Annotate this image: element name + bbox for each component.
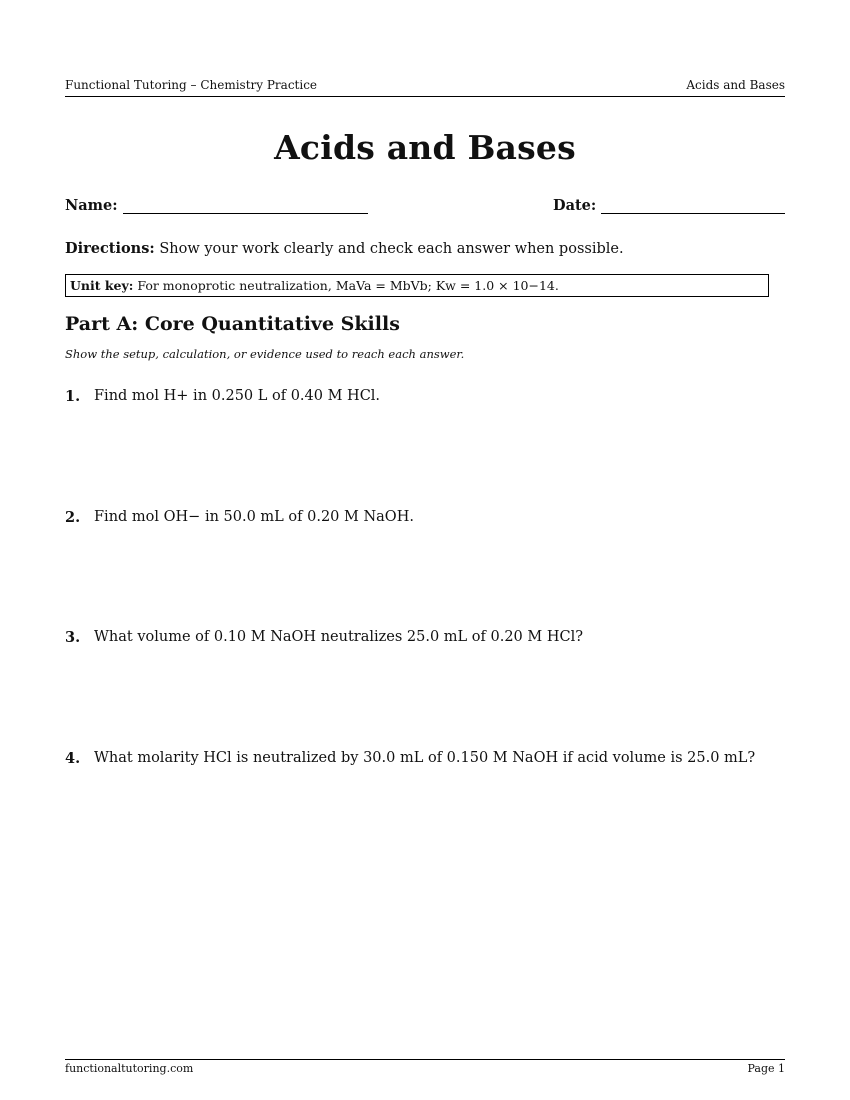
name-blank-line[interactable] xyxy=(123,198,368,214)
page-header xyxy=(65,78,785,97)
student-info-row xyxy=(65,197,785,217)
unit-key-label: Unit key: xyxy=(70,278,134,293)
part-a-instruction: Show the setup, calculation, or evidence used to reach each answer. xyxy=(65,347,465,361)
question-number: 3. xyxy=(65,629,81,646)
question-text: What molarity HCl is neutralized by 30.0 mL of 0.150 M NaOH if acid volume is 25.0 mL? xyxy=(94,750,756,766)
date-label: Date: xyxy=(553,197,597,214)
part-a-heading: Part A: Core Quantitative Skills xyxy=(65,313,400,335)
name-label: Name: xyxy=(65,197,118,214)
unit-key-formula: MaVa = MbVb; Kw = 1.0 × 10−14. xyxy=(335,278,559,293)
question-text: What volume of 0.10 M NaOH neutralizes 25.0 mL of 0.20 M HCl? xyxy=(94,629,583,645)
question-number: 1. xyxy=(65,388,81,405)
directions xyxy=(65,240,624,257)
date-blank-line[interactable] xyxy=(601,198,785,214)
date-field xyxy=(553,197,785,214)
question-1 xyxy=(65,388,380,405)
worksheet-title: Acids and Bases xyxy=(274,128,576,167)
question-4 xyxy=(65,750,755,767)
question-text: Find mol OH− in 50.0 mL of 0.20 M NaOH. xyxy=(94,509,414,525)
header-topic: Acids and Bases xyxy=(686,78,785,92)
question-number: 4. xyxy=(65,750,81,767)
footer-page-number: Page 1 xyxy=(747,1062,785,1075)
footer-website: functionaltutoring.com xyxy=(65,1062,194,1075)
directions-text: Show your work clearly and check each answer when possible. xyxy=(159,241,624,257)
unit-key-text: For monoprotic neutralization, xyxy=(137,278,332,293)
name-field xyxy=(65,197,368,214)
question-text: Find mol H+ in 0.250 L of 0.40 M HCl. xyxy=(94,388,381,404)
page-footer xyxy=(65,1059,785,1075)
question-3 xyxy=(65,629,583,646)
question-2 xyxy=(65,509,414,526)
directions-label: Directions: xyxy=(65,240,155,257)
unit-key-box xyxy=(65,274,769,297)
header-course-title: Functional Tutoring – Chemistry Practice xyxy=(65,78,318,92)
question-number: 2. xyxy=(65,509,81,526)
